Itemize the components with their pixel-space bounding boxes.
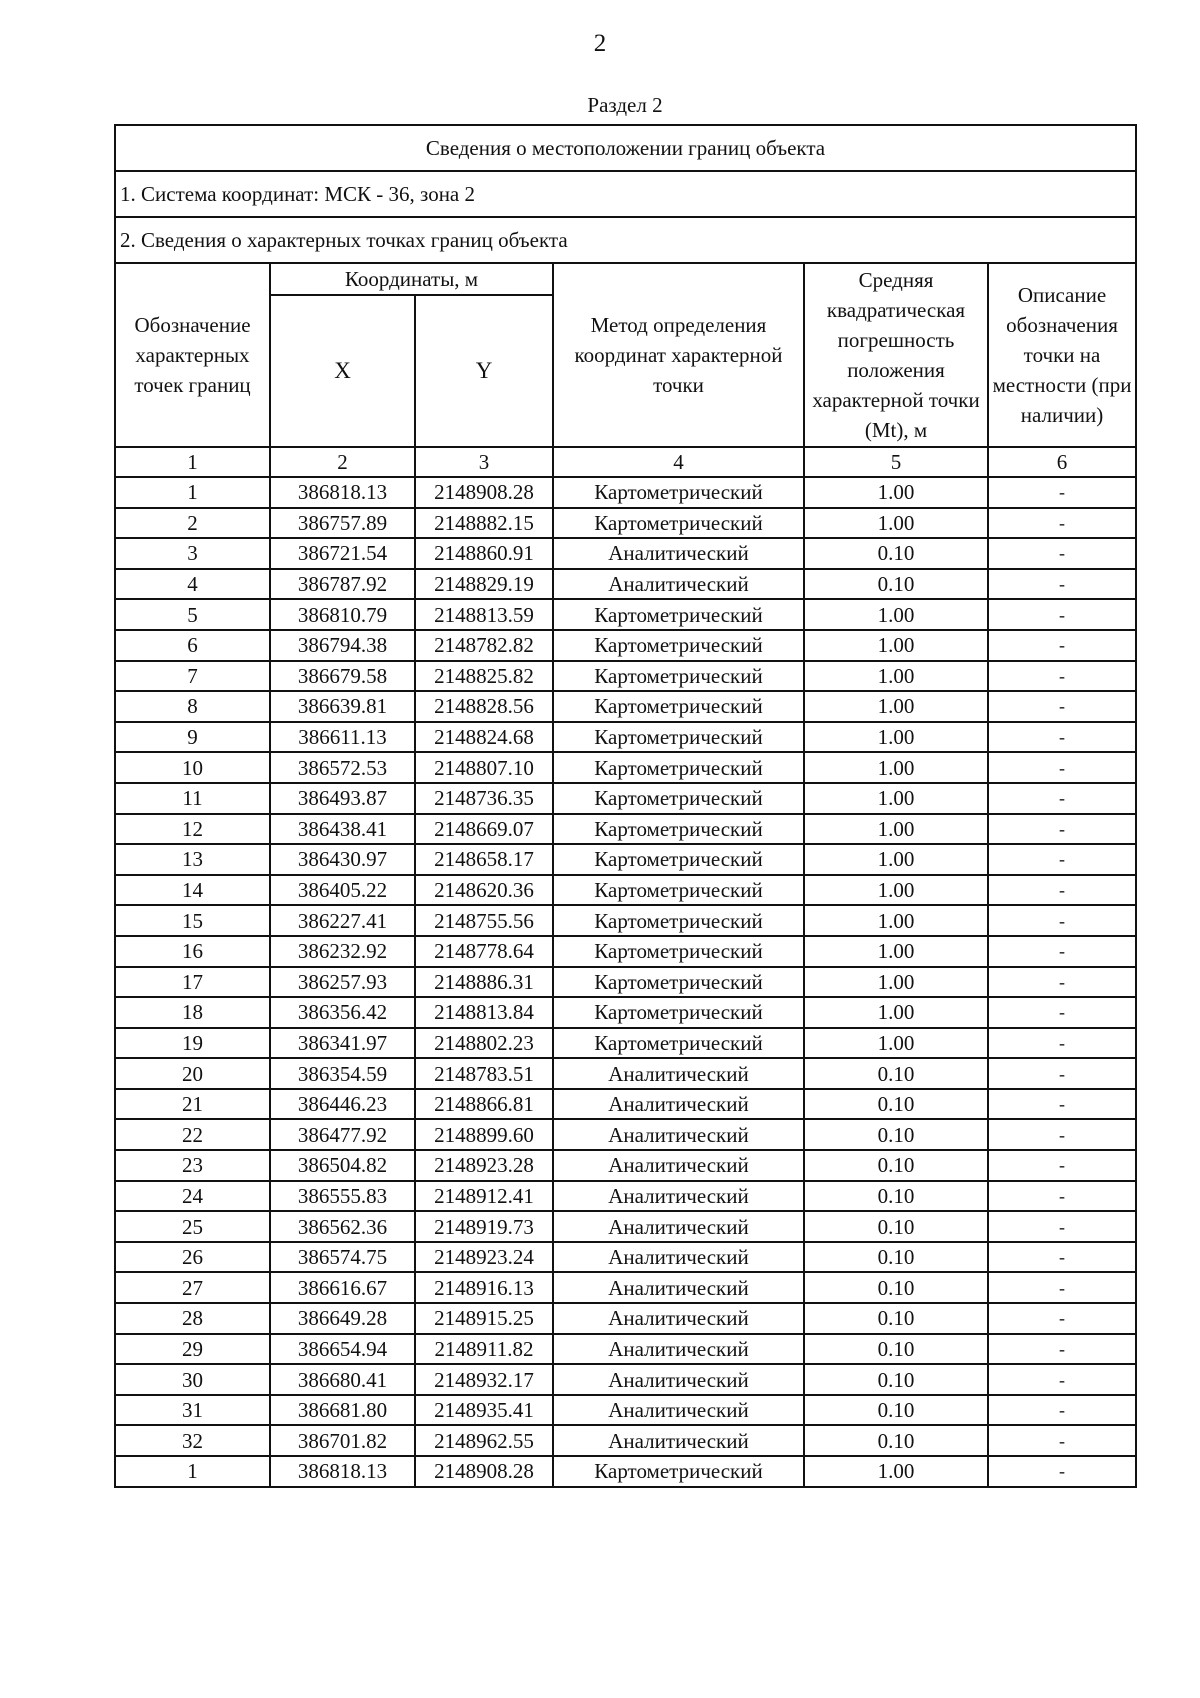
table-row — [115, 1364, 1136, 1395]
mean-error-cell: 1.00 — [804, 967, 988, 998]
description-cell: - — [988, 1089, 1136, 1120]
coord-x-cell: 386787.92 — [270, 569, 415, 600]
coord-x-cell: 386257.93 — [270, 967, 415, 998]
mean-error-cell: 0.10 — [804, 1242, 988, 1273]
method-cell: Аналитический — [553, 1395, 804, 1426]
mean-error-cell: 1.00 — [804, 630, 988, 661]
description-cell: - — [988, 1028, 1136, 1059]
coord-y-cell: 2148813.84 — [415, 997, 553, 1028]
method-cell: Картометрический — [553, 1028, 804, 1059]
coord-x-cell: 386679.58 — [270, 661, 415, 692]
point-number-cell: 12 — [115, 814, 270, 845]
description-cell: - — [988, 936, 1136, 967]
method-cell: Аналитический — [553, 1089, 804, 1120]
description-cell: - — [988, 1456, 1136, 1487]
point-number-cell: 25 — [115, 1211, 270, 1242]
point-number-cell: 21 — [115, 1089, 270, 1120]
column-number: 2 — [270, 447, 415, 477]
method-cell: Картометрический — [553, 752, 804, 783]
coord-x-cell: 386227.41 — [270, 905, 415, 936]
coord-y-cell: 2148802.23 — [415, 1028, 553, 1059]
description-cell: - — [988, 1150, 1136, 1181]
mean-error-cell: 0.10 — [804, 1425, 988, 1456]
header-point-designation: Обозначение характерных точек границ — [115, 263, 270, 447]
coord-y-cell: 2148778.64 — [415, 936, 553, 967]
coord-x-cell: 386341.97 — [270, 1028, 415, 1059]
coord-x-cell: 386818.13 — [270, 477, 415, 508]
point-number-cell: 19 — [115, 1028, 270, 1059]
coord-y-cell: 2148919.73 — [415, 1211, 553, 1242]
point-number-cell: 31 — [115, 1395, 270, 1426]
mean-error-cell: 1.00 — [804, 875, 988, 906]
method-cell: Картометрический — [553, 630, 804, 661]
table-row — [115, 477, 1136, 508]
method-cell: Картометрический — [553, 814, 804, 845]
mean-error-cell: 1.00 — [804, 691, 988, 722]
coord-x-cell: 386611.13 — [270, 722, 415, 753]
coord-x-cell: 386818.13 — [270, 1456, 415, 1487]
table-row — [115, 661, 1136, 692]
method-cell: Аналитический — [553, 1181, 804, 1212]
description-cell: - — [988, 752, 1136, 783]
table-row — [115, 752, 1136, 783]
column-number: 3 — [415, 447, 553, 477]
point-number-cell: 22 — [115, 1119, 270, 1150]
column-number: 6 — [988, 447, 1136, 477]
header-description: Описание обозначения точки на местности (при наличии) — [988, 263, 1136, 447]
coord-x-cell: 386721.54 — [270, 538, 415, 569]
coord-x-cell: 386649.28 — [270, 1303, 415, 1334]
page-number: 2 — [593, 30, 607, 57]
mean-error-cell: 1.00 — [804, 599, 988, 630]
coord-x-cell: 386504.82 — [270, 1150, 415, 1181]
coord-y-cell: 2148813.59 — [415, 599, 553, 630]
table-row — [115, 1334, 1136, 1365]
method-cell: Картометрический — [553, 783, 804, 814]
column-number: 1 — [115, 447, 270, 477]
mean-error-cell: 0.10 — [804, 1272, 988, 1303]
description-cell: - — [988, 1119, 1136, 1150]
point-number-cell: 11 — [115, 783, 270, 814]
method-cell: Картометрический — [553, 691, 804, 722]
table-row — [115, 1242, 1136, 1273]
coord-x-cell: 386555.83 — [270, 1181, 415, 1212]
coord-x-cell: 386477.92 — [270, 1119, 415, 1150]
coord-x-cell: 386680.41 — [270, 1364, 415, 1395]
description-cell: - — [988, 508, 1136, 539]
coord-x-cell: 386654.94 — [270, 1334, 415, 1365]
method-cell: Картометрический — [553, 508, 804, 539]
description-cell: - — [988, 722, 1136, 753]
coord-y-cell: 2148911.82 — [415, 1334, 553, 1365]
description-cell: - — [988, 844, 1136, 875]
coord-y-cell: 2148915.25 — [415, 1303, 553, 1334]
table-row — [115, 1303, 1136, 1334]
method-cell: Картометрический — [553, 722, 804, 753]
mean-error-cell: 0.10 — [804, 569, 988, 600]
point-number-cell: 26 — [115, 1242, 270, 1273]
method-cell: Картометрический — [553, 997, 804, 1028]
point-number-cell: 16 — [115, 936, 270, 967]
coord-y-cell: 2148908.28 — [415, 477, 553, 508]
point-number-cell: 10 — [115, 752, 270, 783]
description-cell: - — [988, 661, 1136, 692]
table-row — [115, 722, 1136, 753]
table-row — [115, 936, 1136, 967]
table-row — [115, 783, 1136, 814]
coord-x-cell: 386446.23 — [270, 1089, 415, 1120]
mean-error-cell: 0.10 — [804, 1150, 988, 1181]
table-row — [115, 844, 1136, 875]
method-cell: Картометрический — [553, 844, 804, 875]
coord-x-cell: 386616.67 — [270, 1272, 415, 1303]
coord-y-cell: 2148882.15 — [415, 508, 553, 539]
point-number-cell: 15 — [115, 905, 270, 936]
mean-error-cell: 0.10 — [804, 1058, 988, 1089]
description-cell: - — [988, 599, 1136, 630]
method-cell: Аналитический — [553, 1211, 804, 1242]
description-cell: - — [988, 1242, 1136, 1273]
coord-y-cell: 2148736.35 — [415, 783, 553, 814]
coord-y-cell: 2148860.91 — [415, 538, 553, 569]
coord-x-cell: 386232.92 — [270, 936, 415, 967]
method-cell: Аналитический — [553, 1150, 804, 1181]
table-row — [115, 1058, 1136, 1089]
description-cell: - — [988, 1211, 1136, 1242]
point-number-cell: 8 — [115, 691, 270, 722]
table-row — [115, 905, 1136, 936]
point-number-cell: 17 — [115, 967, 270, 998]
coordinate-system: 1. Система координат: МСК - 36, зона 2 — [115, 171, 1136, 217]
mean-error-cell: 0.10 — [804, 1334, 988, 1365]
point-number-cell: 27 — [115, 1272, 270, 1303]
coord-y-cell: 2148916.13 — [415, 1272, 553, 1303]
mean-error-cell: 0.10 — [804, 538, 988, 569]
mean-error-cell: 1.00 — [804, 1456, 988, 1487]
table-row — [115, 967, 1136, 998]
point-number-cell: 9 — [115, 722, 270, 753]
mean-error-cell: 1.00 — [804, 905, 988, 936]
point-number-cell: 28 — [115, 1303, 270, 1334]
point-number-cell: 4 — [115, 569, 270, 600]
description-cell: - — [988, 569, 1136, 600]
method-cell: Аналитический — [553, 1303, 804, 1334]
coord-y-cell: 2148908.28 — [415, 1456, 553, 1487]
table-row — [115, 1181, 1136, 1212]
coord-y-cell: 2148828.56 — [415, 691, 553, 722]
point-number-cell: 7 — [115, 661, 270, 692]
description-cell: - — [988, 1181, 1136, 1212]
column-numbers-row — [115, 447, 1136, 477]
method-cell: Аналитический — [553, 1242, 804, 1273]
point-number-cell: 5 — [115, 599, 270, 630]
method-cell: Картометрический — [553, 1456, 804, 1487]
mean-error-cell: 0.10 — [804, 1181, 988, 1212]
method-cell: Аналитический — [553, 1364, 804, 1395]
method-cell: Аналитический — [553, 569, 804, 600]
description-cell: - — [988, 997, 1136, 1028]
method-cell: Аналитический — [553, 1058, 804, 1089]
coord-x-cell: 386572.53 — [270, 752, 415, 783]
description-cell: - — [988, 630, 1136, 661]
mean-error-cell: 0.10 — [804, 1395, 988, 1426]
mean-error-cell: 1.00 — [804, 508, 988, 539]
method-cell: Картометрический — [553, 875, 804, 906]
coord-x-cell: 386681.80 — [270, 1395, 415, 1426]
mean-error-cell: 1.00 — [804, 661, 988, 692]
coord-y-cell: 2148866.81 — [415, 1089, 553, 1120]
column-number: 5 — [804, 447, 988, 477]
point-number-cell: 14 — [115, 875, 270, 906]
mean-error-cell: 1.00 — [804, 752, 988, 783]
table-row — [115, 1425, 1136, 1456]
mean-error-cell: 1.00 — [804, 783, 988, 814]
coord-y-cell: 2148935.41 — [415, 1395, 553, 1426]
point-number-cell: 6 — [115, 630, 270, 661]
method-cell: Картометрический — [553, 936, 804, 967]
coord-y-cell: 2148923.24 — [415, 1242, 553, 1273]
description-cell: - — [988, 905, 1136, 936]
point-number-cell: 20 — [115, 1058, 270, 1089]
column-number: 4 — [553, 447, 804, 477]
table-row — [115, 875, 1136, 906]
header-y: Y — [415, 295, 553, 447]
coord-y-cell: 2148899.60 — [415, 1119, 553, 1150]
mean-error-cell: 0.10 — [804, 1364, 988, 1395]
description-cell: - — [988, 1395, 1136, 1426]
table-row — [115, 1211, 1136, 1242]
method-cell: Картометрический — [553, 661, 804, 692]
coord-y-cell: 2148829.19 — [415, 569, 553, 600]
mean-error-cell: 1.00 — [804, 477, 988, 508]
method-cell: Аналитический — [553, 1425, 804, 1456]
mean-error-cell: 0.10 — [804, 1303, 988, 1334]
table-title: Сведения о местоположении границ объекта — [115, 125, 1136, 171]
coord-y-cell: 2148658.17 — [415, 844, 553, 875]
table-row — [115, 1150, 1136, 1181]
point-number-cell: 30 — [115, 1364, 270, 1395]
point-number-cell: 1 — [115, 477, 270, 508]
section-title: Раздел 2 — [587, 93, 663, 117]
point-number-cell: 24 — [115, 1181, 270, 1212]
method-cell: Картометрический — [553, 967, 804, 998]
table-row — [115, 1119, 1136, 1150]
coord-y-cell: 2148620.36 — [415, 875, 553, 906]
coord-x-cell: 386438.41 — [270, 814, 415, 845]
description-cell: - — [988, 1272, 1136, 1303]
mean-error-cell: 1.00 — [804, 1028, 988, 1059]
coord-y-cell: 2148886.31 — [415, 967, 553, 998]
coord-x-cell: 386493.87 — [270, 783, 415, 814]
coord-y-cell: 2148962.55 — [415, 1425, 553, 1456]
coord-y-cell: 2148783.51 — [415, 1058, 553, 1089]
point-number-cell: 32 — [115, 1425, 270, 1456]
coord-y-cell: 2148923.28 — [415, 1150, 553, 1181]
method-cell: Аналитический — [553, 538, 804, 569]
description-cell: - — [988, 691, 1136, 722]
boundary-points-table — [114, 124, 1137, 1488]
mean-error-cell: 0.10 — [804, 1089, 988, 1120]
point-number-cell: 29 — [115, 1334, 270, 1365]
table-row — [115, 1456, 1136, 1487]
method-cell: Картометрический — [553, 905, 804, 936]
mean-error-cell: 1.00 — [804, 814, 988, 845]
coord-x-cell: 386701.82 — [270, 1425, 415, 1456]
coord-x-cell: 386639.81 — [270, 691, 415, 722]
coord-x-cell: 386794.38 — [270, 630, 415, 661]
coord-y-cell: 2148932.17 — [415, 1364, 553, 1395]
point-number-cell: 13 — [115, 844, 270, 875]
coord-x-cell: 386574.75 — [270, 1242, 415, 1273]
coord-y-cell: 2148782.82 — [415, 630, 553, 661]
point-number-cell: 2 — [115, 508, 270, 539]
coord-y-cell: 2148912.41 — [415, 1181, 553, 1212]
description-cell: - — [988, 477, 1136, 508]
point-number-cell: 3 — [115, 538, 270, 569]
description-cell: - — [988, 538, 1136, 569]
coord-x-cell: 386354.59 — [270, 1058, 415, 1089]
table-row — [115, 997, 1136, 1028]
table-row — [115, 538, 1136, 569]
table-row — [115, 1028, 1136, 1059]
coord-x-cell: 386810.79 — [270, 599, 415, 630]
table-row — [115, 814, 1136, 845]
point-number-cell: 18 — [115, 997, 270, 1028]
mean-error-cell: 0.10 — [804, 1211, 988, 1242]
coord-x-cell: 386562.36 — [270, 1211, 415, 1242]
header-mean-error: Средняя квадратическая погрешность положения характерной точки (Mt), м — [804, 263, 988, 447]
description-cell: - — [988, 875, 1136, 906]
coord-y-cell: 2148825.82 — [415, 661, 553, 692]
table-row — [115, 508, 1136, 539]
table-row — [115, 599, 1136, 630]
header-method: Метод определения координат характерной точки — [553, 263, 804, 447]
description-cell: - — [988, 1364, 1136, 1395]
description-cell: - — [988, 967, 1136, 998]
method-cell: Аналитический — [553, 1272, 804, 1303]
coord-y-cell: 2148807.10 — [415, 752, 553, 783]
coord-y-cell: 2148755.56 — [415, 905, 553, 936]
mean-error-cell: 1.00 — [804, 936, 988, 967]
table-row — [115, 1089, 1136, 1120]
coord-x-cell: 386430.97 — [270, 844, 415, 875]
description-cell: - — [988, 783, 1136, 814]
description-cell: - — [988, 1058, 1136, 1089]
header-x: X — [270, 295, 415, 447]
table-row — [115, 1272, 1136, 1303]
method-cell: Картометрический — [553, 599, 804, 630]
method-cell: Аналитический — [553, 1119, 804, 1150]
method-cell: Картометрический — [553, 477, 804, 508]
description-cell: - — [988, 1334, 1136, 1365]
coord-x-cell: 386405.22 — [270, 875, 415, 906]
header-coordinates: Координаты, м — [270, 263, 553, 295]
point-number-cell: 23 — [115, 1150, 270, 1181]
table-row — [115, 569, 1136, 600]
description-cell: - — [988, 1303, 1136, 1334]
table-row — [115, 630, 1136, 661]
mean-error-cell: 1.00 — [804, 997, 988, 1028]
mean-error-cell: 1.00 — [804, 722, 988, 753]
coord-y-cell: 2148669.07 — [415, 814, 553, 845]
point-number-cell: 1 — [115, 1456, 270, 1487]
method-cell: Аналитический — [553, 1334, 804, 1365]
table-row — [115, 691, 1136, 722]
description-cell: - — [988, 814, 1136, 845]
coord-x-cell: 386356.42 — [270, 997, 415, 1028]
coord-x-cell: 386757.89 — [270, 508, 415, 539]
table-row — [115, 1395, 1136, 1426]
mean-error-cell: 1.00 — [804, 844, 988, 875]
description-cell: - — [988, 1425, 1136, 1456]
coord-y-cell: 2148824.68 — [415, 722, 553, 753]
points-caption: 2. Сведения о характерных точках границ объекта — [115, 217, 1136, 263]
mean-error-cell: 0.10 — [804, 1119, 988, 1150]
